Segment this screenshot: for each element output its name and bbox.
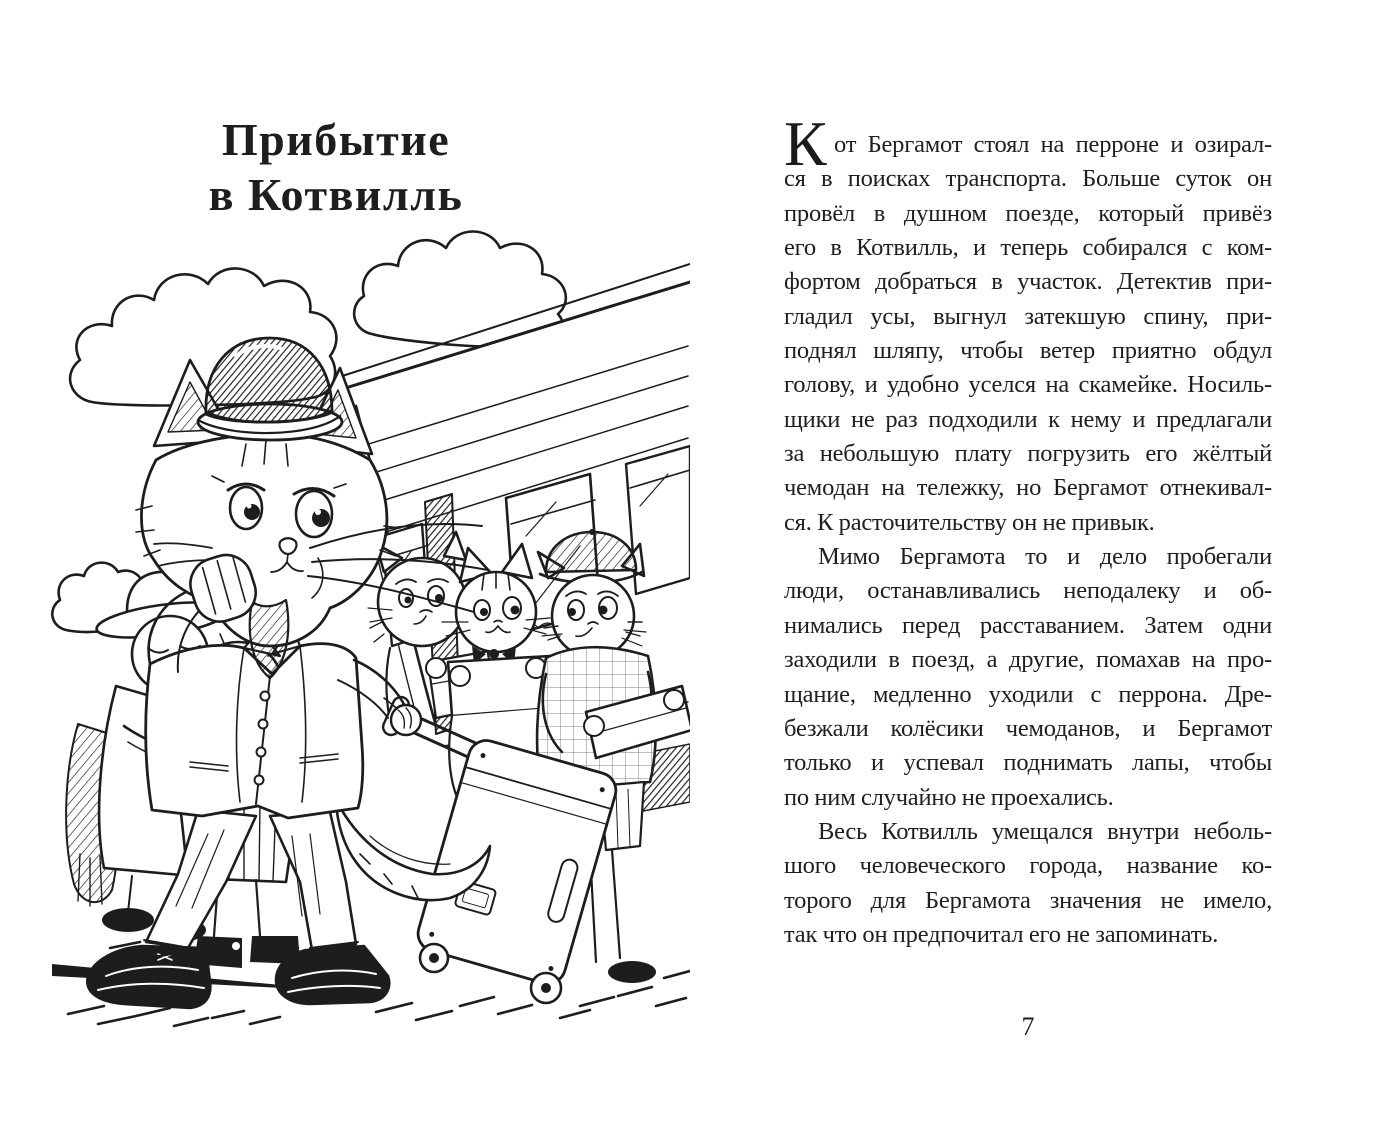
text-line: от Бергамот стоял на перроне и озирал- [834,131,1272,158]
text-line: так что он предпочитал его не запоминать. [784,920,1219,948]
text-line: чемодан на тележку, но Бергамот отнекивал- [784,474,1272,502]
chapter-illustration [40,206,690,1036]
text-line: нимались перед расставанием. Затем одни [784,611,1272,639]
text-line: голову, и удобно уселся на скамейке. Носиль- [784,371,1272,399]
text-line: за небольшую плату погрузить его жёлтый [784,440,1272,468]
text-line: ся в поисках транспорта. Больше суток он [784,165,1272,193]
text-line: фортом добраться в участок. Детектив при- [784,268,1272,296]
text-line: Весь Котвилль умещался внутри неболь- [818,817,1272,845]
paragraph [784,815,1272,952]
text-line: щики не раз подходили к нему и предлагали [784,405,1272,433]
text-line: по ним случайно не проехались. [784,783,1114,811]
text-line: гладил усы, выгнул затекшую спину, при- [784,302,1272,330]
text-line: только и успевал поднимать лапы, чтобы [784,749,1272,777]
text-line: поднял шляпу, чтобы ветер приятно обдул [784,337,1272,365]
text-line: ся. К расточительству он не привык. [784,508,1155,536]
text-line: люди, останавливались неподалеку и об- [784,577,1272,605]
paragraph [784,128,1272,540]
chapter-title-line-2: в Котвилль [208,169,464,220]
chapter-title-line-1: Прибытие [221,114,451,165]
text-line: Мимо Бергамота то и дело пробегали [818,543,1272,571]
right-page [697,0,1394,1125]
text-line: торого для Бергамота значения не имело, [784,886,1272,914]
drop-cap: К [784,108,827,179]
text-line: его в Котвилль, и теперь собирался с ком- [784,234,1272,262]
text-line: заходили в поезд, а другие, помахав на про- [784,646,1272,674]
paragraph [784,540,1272,815]
text-line: безжали колёсики чемоданов, и Бергамот [784,714,1272,742]
body-text [784,108,1272,952]
text-line: щание, медленно уходили с перрона. Дре- [784,680,1272,708]
page-number: 7 [1021,1012,1035,1041]
text-line: шого человеческого города, название ко- [784,852,1272,880]
text-line: провёл в душном поезде, который привёз [784,199,1272,227]
